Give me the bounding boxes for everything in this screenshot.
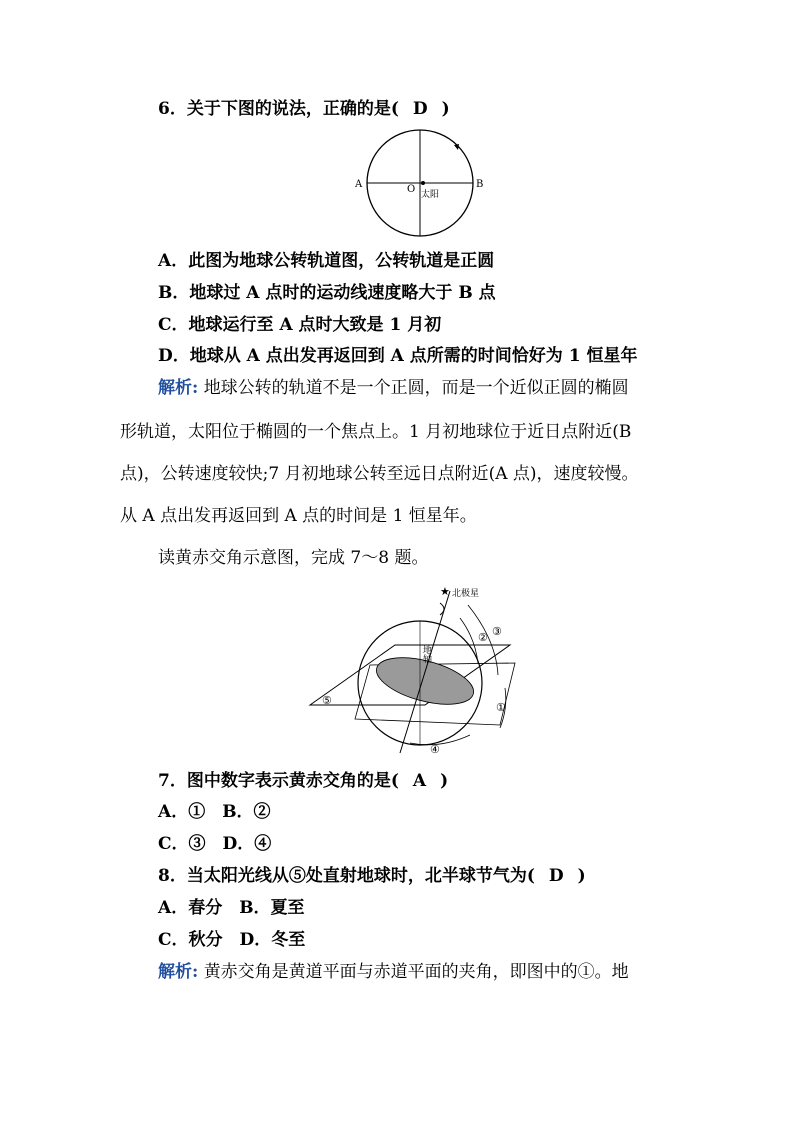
- question-8-stem-prefix: 8．当太阳光线从⑤处直射地球时，北半球节气为(: [158, 866, 535, 886]
- question-8-options-line-2: C．秋分 D．冬至: [158, 930, 306, 950]
- polaris-star-icon: ★: [440, 585, 450, 598]
- question-6-analysis-line-2: 形轨道，太阳位于椭圆的一个焦点上。1 月初地球位于近日点附近(B: [120, 422, 632, 442]
- number-4: ④: [430, 743, 440, 755]
- label-b: B: [476, 179, 484, 190]
- analysis-label: 解析:: [158, 962, 199, 982]
- label-o: O: [407, 184, 416, 195]
- question-6-answer: D: [412, 99, 428, 119]
- question-6-analysis-line-3: 点)，公转速度较快;7 月初地球公转至远日点附近(A 点)，速度较慢。: [120, 464, 639, 484]
- question-6-stem: [158, 97, 450, 121]
- number-1: ①: [496, 701, 506, 714]
- sun-dot: [421, 181, 425, 185]
- question-8-analysis: [158, 960, 629, 984]
- question-7-answer: A: [412, 771, 427, 791]
- analysis-label: 解析:: [158, 378, 199, 398]
- intro-7-8: 读黄赤交角示意图，完成 7～8 题。: [158, 548, 429, 568]
- question-8-answer: D: [548, 866, 564, 886]
- question-8-stem: [158, 864, 586, 888]
- question-6-option-c: C．地球运行至 A 点时大致是 1 月初: [158, 315, 442, 335]
- question-8-options-line-1: A．春分 B．夏至: [158, 898, 305, 918]
- question-6-analysis-line-1: [158, 376, 629, 400]
- question-7-options-line-1: A．① B．②: [158, 802, 271, 822]
- question-7-stem-prefix: 7．图中数字表示黄赤交角的是(: [158, 771, 399, 791]
- number-5: ⑤: [322, 694, 332, 707]
- question-6-option-a: A．此图为地球公转轨道图，公转轨道是正圆: [158, 251, 495, 271]
- question-6-stem-prefix: 6．关于下图的说法，正确的是(: [158, 99, 399, 119]
- orbit-figure: [350, 125, 490, 240]
- question-7-options-line-2: C．③ D．④: [158, 834, 272, 854]
- label-a: A: [355, 179, 363, 190]
- number-2: ②: [478, 631, 488, 644]
- question-8-stem-suffix: ): [577, 866, 586, 886]
- ecliptic-figure: [300, 583, 540, 755]
- question-6-option-b: B．地球过 A 点时的运动线速度略大于 B 点: [158, 283, 496, 303]
- analysis-text: 地球公转的轨道不是一个正圆，而是一个近似正圆的椭圆: [203, 378, 629, 398]
- orbit-direction-arrow: [454, 144, 459, 150]
- question-6-option-d: D．地球从 A 点出发再返回到 A 点所需的时间恰好为 1 恒星年: [158, 346, 638, 366]
- axis-label: 地轴: [421, 645, 431, 663]
- number-3: ③: [492, 625, 502, 638]
- question-7-stem: [158, 769, 448, 793]
- question-7-stem-suffix: ): [440, 771, 449, 791]
- polaris-label: 北极星: [452, 589, 480, 599]
- analysis-text: 黄赤交角是黄道平面与赤道平面的夹角，即图中的①。地: [203, 962, 629, 982]
- question-6-stem-suffix: ): [441, 99, 450, 119]
- label-sun: 太阳: [421, 190, 440, 200]
- angle-arc-4: [410, 735, 470, 745]
- question-6-analysis-line-4: 从 A 点出发再返回到 A 点的时间是 1 恒星年。: [120, 506, 477, 526]
